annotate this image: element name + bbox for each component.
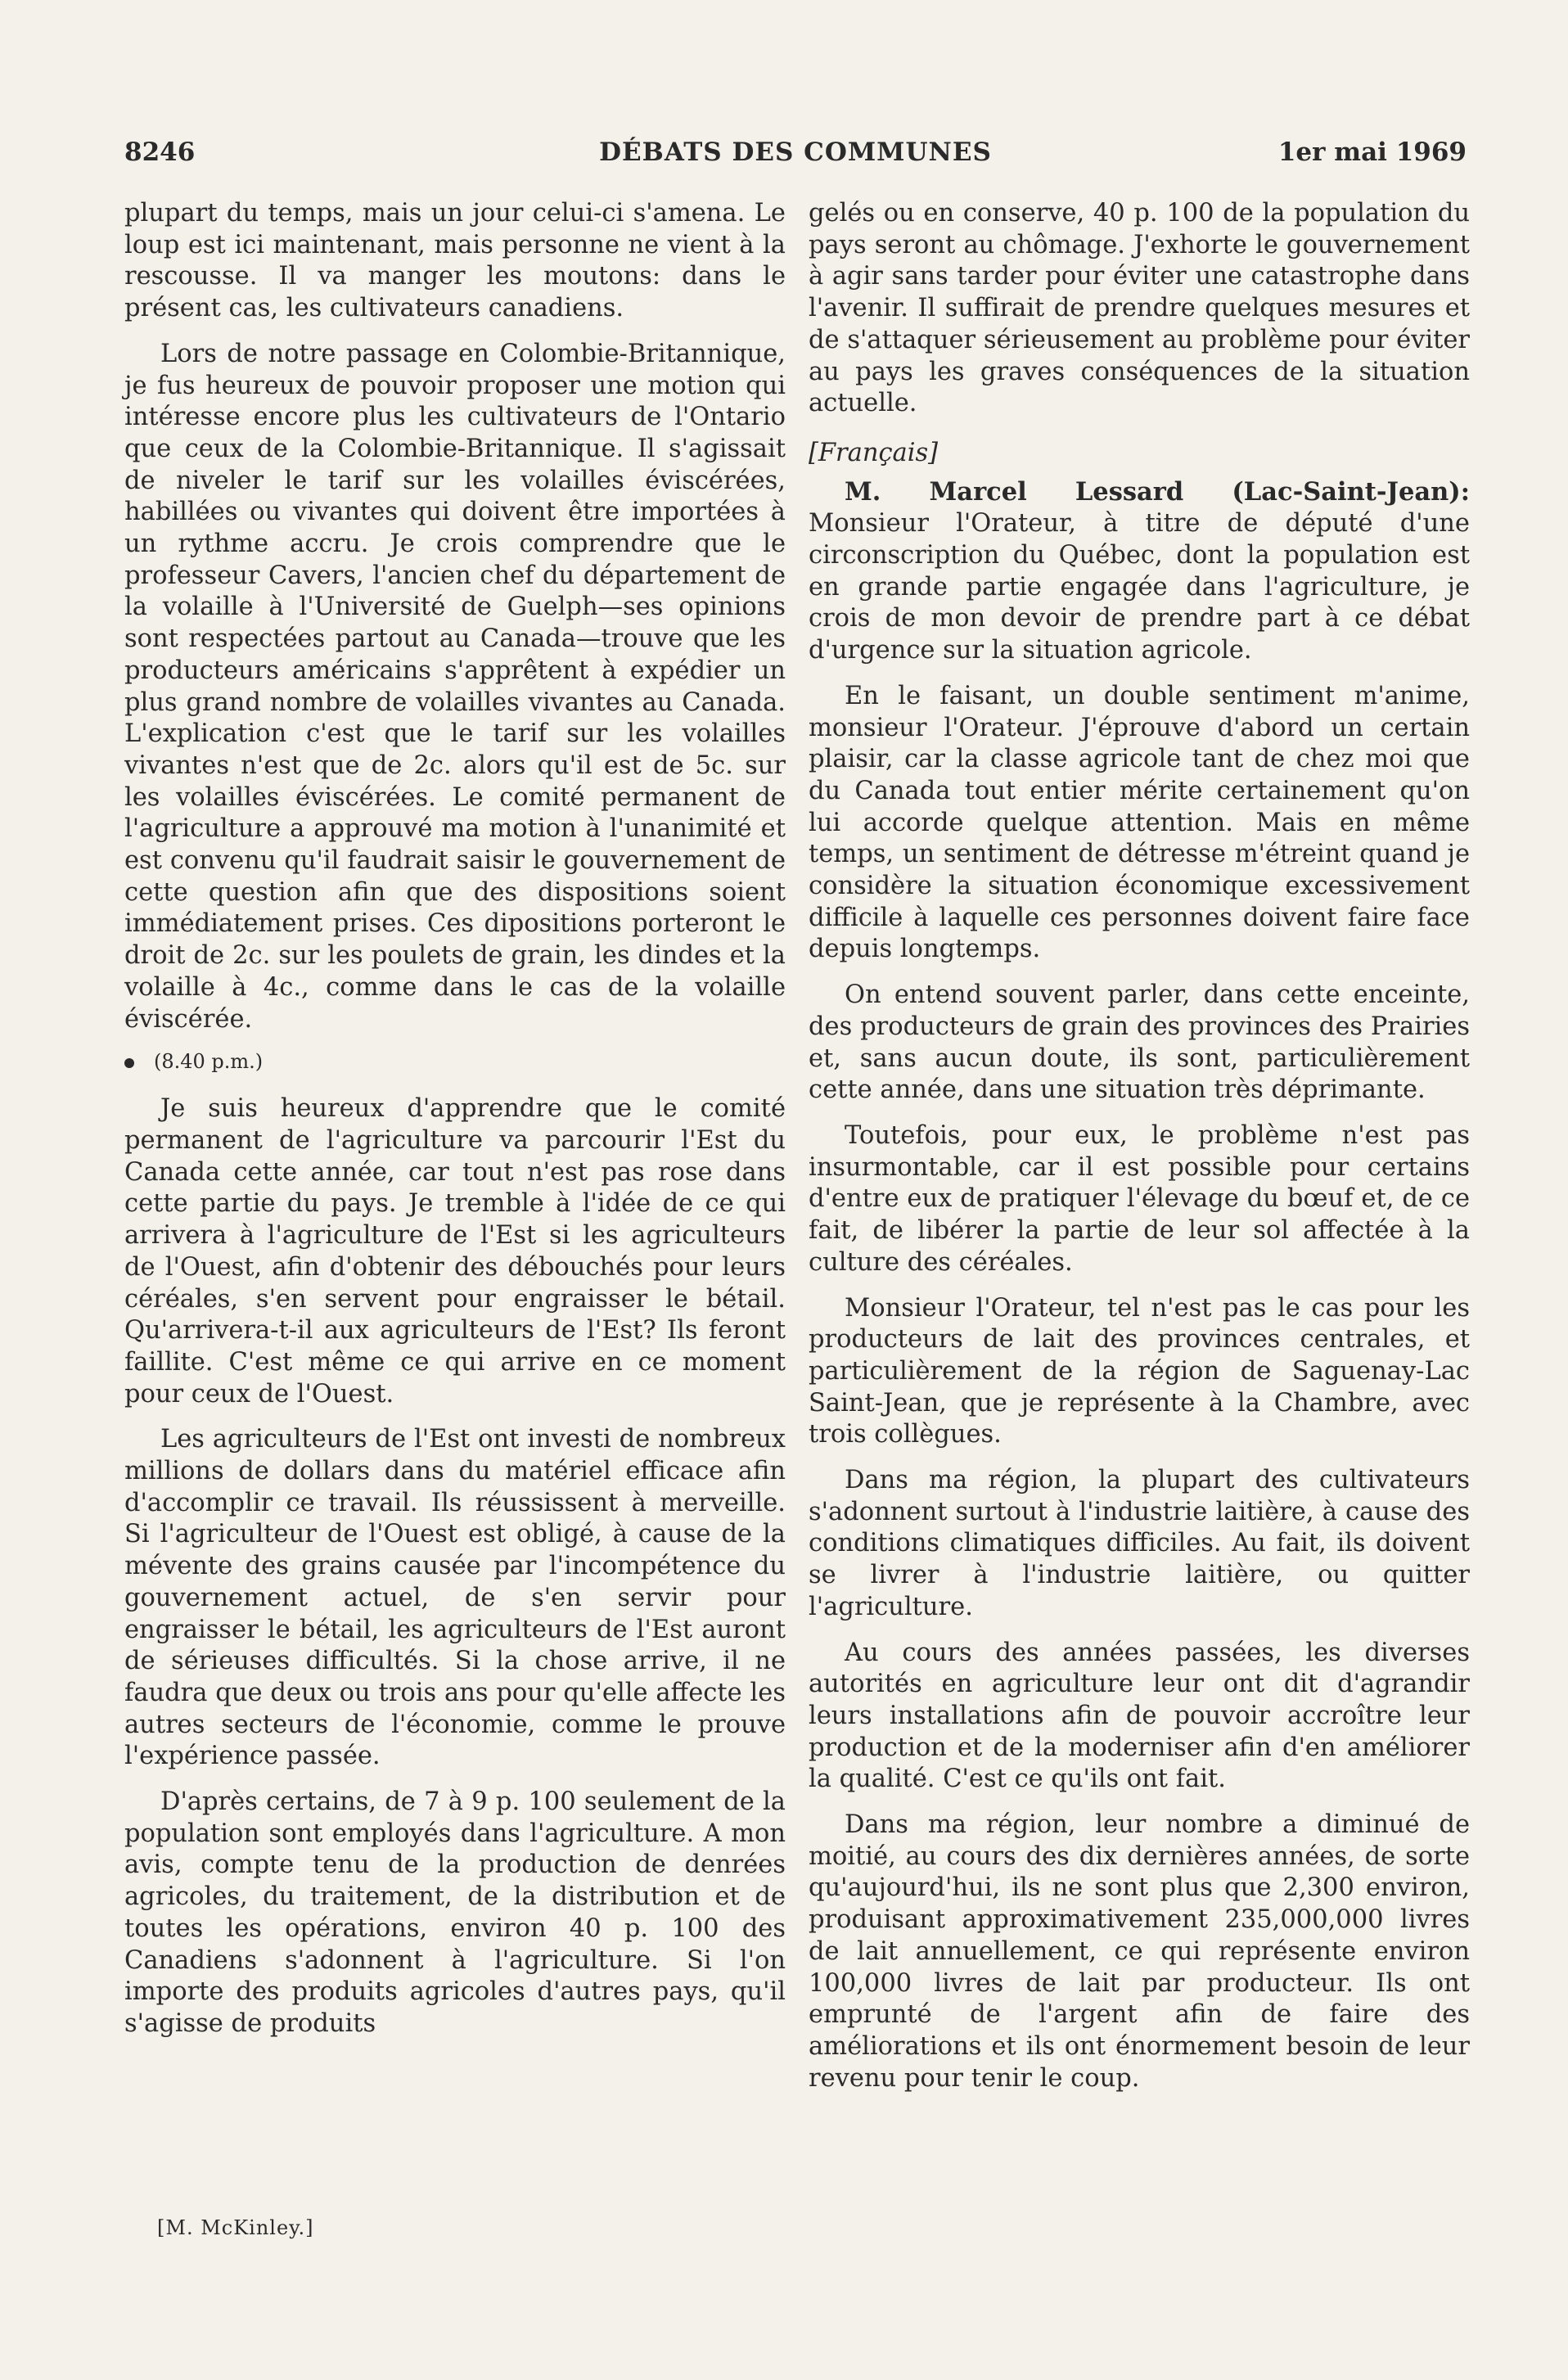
page-date: 1er mai 1969 xyxy=(1277,137,1467,167)
paragraph: Lors de notre passage en Colombie-Britannique, je fus heureux de pouvoir proposer une motion qui intéresse encore plus les cultivateurs de l'Ontario que ceux de la Colombie-Britannique. Il s'agissait de niveler le tarif sur les volailles éviscérées, habillées ou vivantes qui doivent être importées à un rythme accru. Je crois comprendre que le professeur Cavers, l'ancien chef du département de la volaille à l'Université de Guelph—ses opinions sont respectées partout au Canada—trouve que les producteurs américains s'apprêtent à expédier un plus grand nombre de volailles vivantes au Canada. L'explication c'est que le tarif sur les volailles vivantes n'est que de 2c. alors qu'il est de 5c. sur les volailles éviscérées. Le comité permanent de l'agriculture a approuvé ma motion à l'unanimité et est convenu qu'il faudrait saisir le gouvernement de cette question afin que des dispositions soient immédiatement prises. Ces dipositions porteront le droit de 2c. sur les poulets de grain, les dindes et la volaille à 4c., comme dans le cas de la volaille éviscérée. xyxy=(124,339,786,1034)
left-column xyxy=(124,198,786,2040)
paragraph: Au cours des années passées, les diverses autorités en agriculture leur ont dit d'agrandir leurs installations afin de pouvoir accroître leur production et de la moderniser afin d'en améliorer la qualité. C'est ce qu'ils ont fait. xyxy=(809,1638,1470,1794)
time-mark xyxy=(124,1049,786,1074)
speaker-name: M. Marcel Lessard (Lac-Saint-Jean): xyxy=(845,476,1470,507)
right-column xyxy=(809,198,1470,2094)
paragraph-text: Monsieur l'Orateur, à titre de député d'une circonscription du Québec, dont la population est en grande partie engagée dans l'agriculture, je crois de mon devoir de prendre part à ce débat d'urgence sur la situation agricole. xyxy=(809,509,1470,665)
paragraph: D'après certains, de 7 à 9 p. 100 seulement de la population sont employés dans l'agriculture. A mon avis, compte tenu de la production de denrées agricoles, du traitement, de la distribution et de toutes les opérations, environ 40 p. 100 des Canadiens s'adonnent à l'agriculture. Si l'on importe des produits agricoles d'autres pays, qu'il s'agisse de produits xyxy=(124,1787,786,2038)
speaker-attribution: [M. McKinley.] xyxy=(157,2216,314,2239)
paragraph: gelés ou en conserve, 40 p. 100 de la population du pays seront au chômage. J'exhorte le gouvernement à agir sans tarder pour éviter une catastrophe dans l'avenir. Il suffirait de prendre quelques mesures et de s'attaquer sérieusement au problème pour éviter au pays les graves conséquences de la situation actuelle. xyxy=(809,199,1470,418)
bullet-icon xyxy=(124,1058,134,1068)
paragraph: Toutefois, pour eux, le problème n'est pas insurmontable, car il est possible pour certains d'entre eux de pratiquer l'élevage du bœuf et, de ce fait, de libérer la partie de leur sol affectée à la culture des céréales. xyxy=(809,1120,1470,1277)
page-number: 8246 xyxy=(124,137,196,167)
running-head xyxy=(124,137,1467,178)
page-title: DÉBATS DES COMMUNES xyxy=(599,137,992,167)
paragraph: Monsieur l'Orateur, tel n'est pas le cas pour les producteurs de lait des provinces centrales, et particulièrement de la région de Saguenay-Lac Saint-Jean, que je représente à la Chambre, avec trois collègues. xyxy=(809,1293,1470,1449)
paragraph: plupart du temps, mais un jour celui-ci s'amena. Le loup est ici maintenant, mais personne ne vient à la rescousse. Il va manger les moutons: dans le présent cas, les cultivateurs canadiens. xyxy=(124,199,786,323)
paragraph xyxy=(809,476,1470,667)
paragraph: Dans ma région, leur nombre a diminué de moitié, au cours des dix dernières années, de sorte qu'aujourd'hui, ils ne sont plus que 2,300 environ, produisant approximativement 235,000,000 livres de lait annuellement, ce qui représente environ 100,000 livres de lait par producteur. Ils ont emprunté de l'argent afin de faire des améliorations et ils ont énormement besoin de leur revenu pour tenir le coup. xyxy=(809,1810,1470,2093)
paragraph: En le faisant, un double sentiment m'anime, monsieur l'Orateur. J'éprouve d'abord un certain plaisir, car la classe agricole tant de chez moi que du Canada tout entier mérite certainement qu'on lui accorde quelque attention. Mais en même temps, un sentiment de détresse m'étreint quand je considère la situation économique excessivement difficile à laquelle ces personnes doivent faire face depuis longtemps. xyxy=(809,681,1470,964)
paragraph: Les agriculteurs de l'Est ont investi de nombreux millions de dollars dans du matériel efficace afin d'accomplir ce travail. Ils réussissent à merveille. Si l'agriculteur de l'Ouest est obligé, à cause de la mévente des grains causée par l'incompétence du gouvernement actuel, de s'en servir pour engraisser le bétail, les agriculteurs de l'Est auront de sérieuses difficultés. Si la chose arrive, il ne faudra que deux ou trois ans pour qu'elle affecte les autres secteurs de l'économie, comme le prouve l'expérience passée. xyxy=(124,1425,786,1771)
time-mark-text: (8.40 p.m.) xyxy=(154,1050,264,1074)
paragraph: Dans ma région, la plupart des cultivateurs s'adonnent surtout à l'industrie laitière, à cause des conditions climatiques difficiles. Au fait, ils doivent se livrer à l'industrie laitière, ou quitter l'agriculture. xyxy=(809,1466,1470,1621)
paragraph: Je suis heureux d'apprendre que le comité permanent de l'agriculture va parcourir l'Est du Canada cette année, car tout n'est pas rose dans cette partie du pays. Je tremble à l'idée de ce qui arrivera à l'agriculture de l'Est si les agriculteurs de l'Ouest, afin d'obtenir des débouchés pour leurs céréales, s'en servent pour engraisser le bétail. Qu'arrivera-t-il aux agriculteurs de l'Est? Ils feront faillite. C'est même ce qui arrive en ce moment pour ceux de l'Ouest. xyxy=(124,1094,786,1409)
paragraph: On entend souvent parler, dans cette enceinte, des producteurs de grain des provinces des Prairies et, sans aucun doute, ils sont, particulièrement cette année, dans une situation très déprimante. xyxy=(809,980,1470,1105)
language-tag: [Français] xyxy=(809,438,939,467)
